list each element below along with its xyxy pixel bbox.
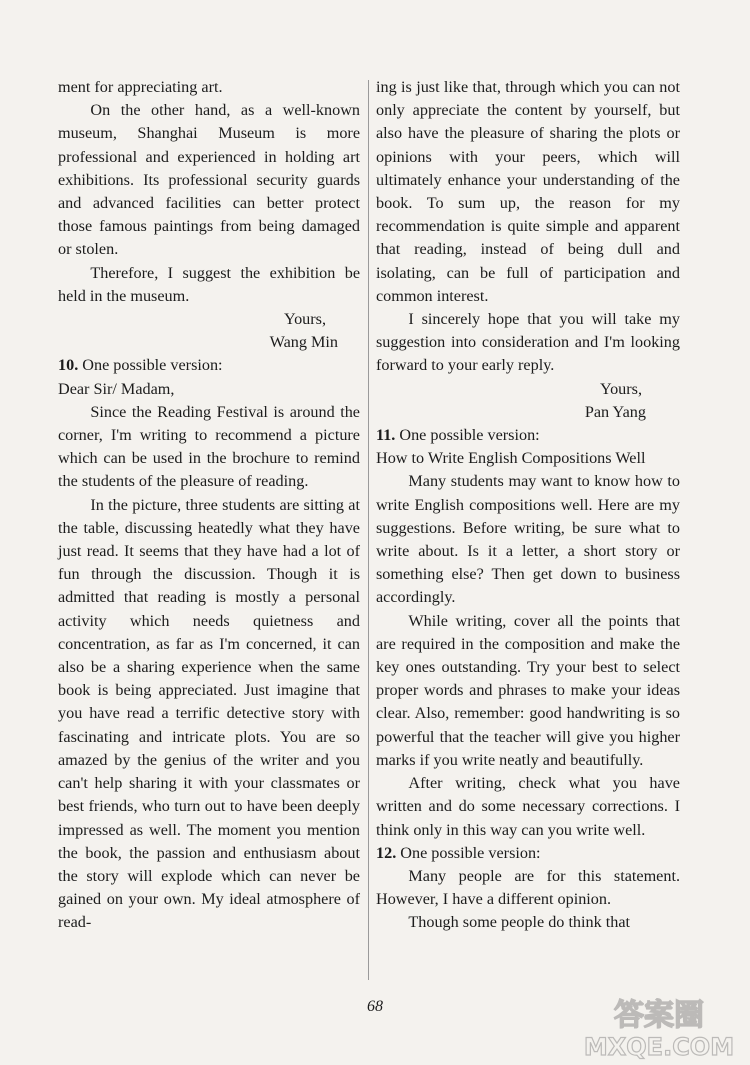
question-11-number: 11. [376, 426, 396, 445]
question-10-number: 10. [58, 356, 79, 375]
letter-closing-2: Yours, [600, 379, 642, 398]
column-divider [368, 80, 369, 980]
watermark-line-1: 答案圈 [614, 998, 704, 1033]
letter-closing: Yours, [284, 310, 326, 329]
question-12-heading [376, 842, 680, 865]
left-paragraph-4: In the picture, three students are sitting at the table, discussing heatedly what they have just read. It seems that they have had a lot of fun through the discussion. Though it is admitted that reading is mostly a personal activity which needs quietness and concentration, as far as I'm concerned, it can also be a sharing experience when the same book is being appreciated. Just imagine that you have read a terrific detective story with fascinating and intricate plots. You are so amazed by the genius of the writer and you can't help sharing it with your classmates or best friends, who turn out to have been deeply impressed as well. The moment you mention the book, the passion and enthusiasm about the story will explode which can never be gained on your own. My ideal atmosphere of read- [58, 495, 360, 932]
watermark-logo [574, 991, 744, 1061]
right-column [376, 76, 680, 935]
right-paragraph-1: I sincerely hope that you will take my suggestion into consideration and I'm looking forward to your early reply. [376, 310, 680, 375]
left-paragraph-0: ment for appreciating art. [58, 78, 223, 96]
right-paragraph-6: Though some people do think that [408, 913, 631, 932]
question-11-label: One possible version: [395, 426, 540, 445]
left-column [58, 76, 360, 935]
page-number: 68 [367, 998, 383, 1015]
watermark-line-2: MXQE.COM [583, 1033, 735, 1061]
right-paragraph-4: After writing, check what you have written and do some necessary corrections. I think only in this way can you write well. [376, 774, 680, 839]
question-11-heading [376, 424, 680, 447]
right-paragraph-3: While writing, cover all the points that are required in the composition and make the key ones outstanding. Try your best to select proper words and phrases to make your ideas clear. Also, remember: good handwriting is so powerful that the teacher will give you higher marks if you write neatly and beautifully. [376, 611, 680, 769]
right-paragraph-0: ing is just like that, through which you can not only appreciate the content by yourself, but also have the pleasure of sharing the plots or opinions with your peers, which will ultimately enhance your understanding of the book. To sum up, the reason for my recommendation is quite simple and apparent that reading, instead of being dull and isolating, can be full of participation and common interest. [376, 78, 680, 305]
left-paragraph-2: Therefore, I suggest the exhibition be held in the museum. [58, 263, 360, 305]
right-paragraph-5: Many people are for this statement. However, I have a different opinion. [376, 866, 680, 909]
question-12-label: One possible version: [396, 843, 541, 862]
salutation: Dear Sir/ Madam, [58, 379, 175, 398]
right-paragraph-2: Many students may want to know how to write English compositions well. Here are my suggestions. Before writing, be sure what to write about. Is it a letter, a short story or something else? Then get down to business accordingly. [376, 472, 680, 607]
letter-signature: Wang Min [269, 333, 338, 352]
left-paragraph-3: Since the Reading Festival is around the corner, I'm writing to recommend a picture which can be used in the brochure to remind the students of the pleasure of reading. [58, 402, 360, 491]
question-10-heading [58, 354, 360, 377]
letter-signature-2: Pan Yang [584, 402, 646, 421]
question-10-label: One possible version: [78, 356, 223, 375]
composition-title: How to Write English Compositions Well [376, 449, 646, 468]
left-paragraph-1: On the other hand, as a well-known museum, Shanghai Museum is more professional and experienced in holding art exhibitions. Its professional security guards and advanced facilities can better protect those famous paintings from being damaged or stolen. [58, 101, 360, 259]
question-12-number: 12. [376, 843, 397, 862]
